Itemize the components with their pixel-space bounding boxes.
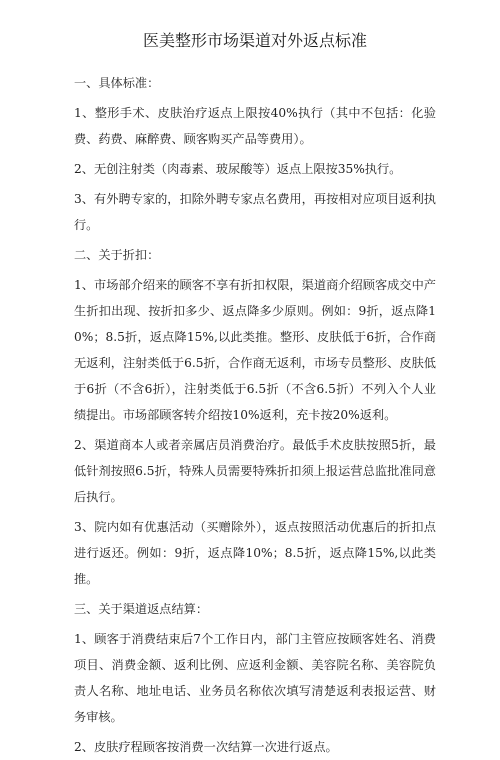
paragraph-promotion-rebate: 3、院内如有优惠活动（买赠除外），返点按照活动优惠后的折扣点进行返还。例如：9折，返点降10%；8.5折，返点降15%,以此类推。 (74, 520, 436, 586)
paragraph-discount-rules: 1、市场部介绍来的顾客不享有折扣权限，渠道商介绍顾客成交中产生折扣出现、按折扣多少、返点降多少原则。例如：9折，返点降10%；8.5折，返点降15%,以此类推。整形、皮肤低于6折，合作商无返利，注射类低于6.5折，合作商无返利，市场专员整形、皮肤低于6折（不含6折），注射类低于6.5折（不含6.5折）不列入个人业绩提出。市场部顾客转介绍按10%返利，充卡按20%返利。 (74, 278, 436, 422)
paragraph-skin-course-settlement: 2、皮肤疗程顾客按消费一次结算一次进行返点。 (74, 740, 338, 754)
section-heading-discount: 二、关于折扣： (74, 248, 160, 262)
document-title: 医美整形市场渠道对外返点标准 (142, 31, 367, 50)
paragraph-surgery-rebate: 1、整形手术、皮肤治疗返点上限按40%执行（其中不包括：化验费、药费、麻醉费、顾客购买产品等费用）。 (74, 106, 436, 146)
section-heading-standards: 一、具体标准： (74, 76, 160, 90)
paragraph-injection-rebate: 2、无创注射类（肉毒素、玻尿酸等）返点上限按35%执行。 (74, 162, 402, 176)
section-heading-settlement: 三、关于渠道返点结算： (74, 602, 209, 616)
paragraph-settlement-procedure: 1、顾客于消费结束后7个工作日内，部门主管应按顾客姓名、消费项目、消费金额、返利比例、应返利金额、美容院名称、美容院负责人名称、地址电话、业务员名称依次填写清楚返利表报运营、财务审核。 (74, 632, 436, 724)
paragraph-relatives-discount: 2、渠道商本人或者亲属店员消费治疗。最低手术皮肤按照5折，最低针剂按照6.5折，特殊人员需要特殊折扣须上报运营总监批准同意后执行。 (74, 438, 436, 504)
paragraph-expert-fee: 3、有外聘专家的，扣除外聘专家点名费用，再按相对应项目返利执行。 (74, 192, 436, 232)
